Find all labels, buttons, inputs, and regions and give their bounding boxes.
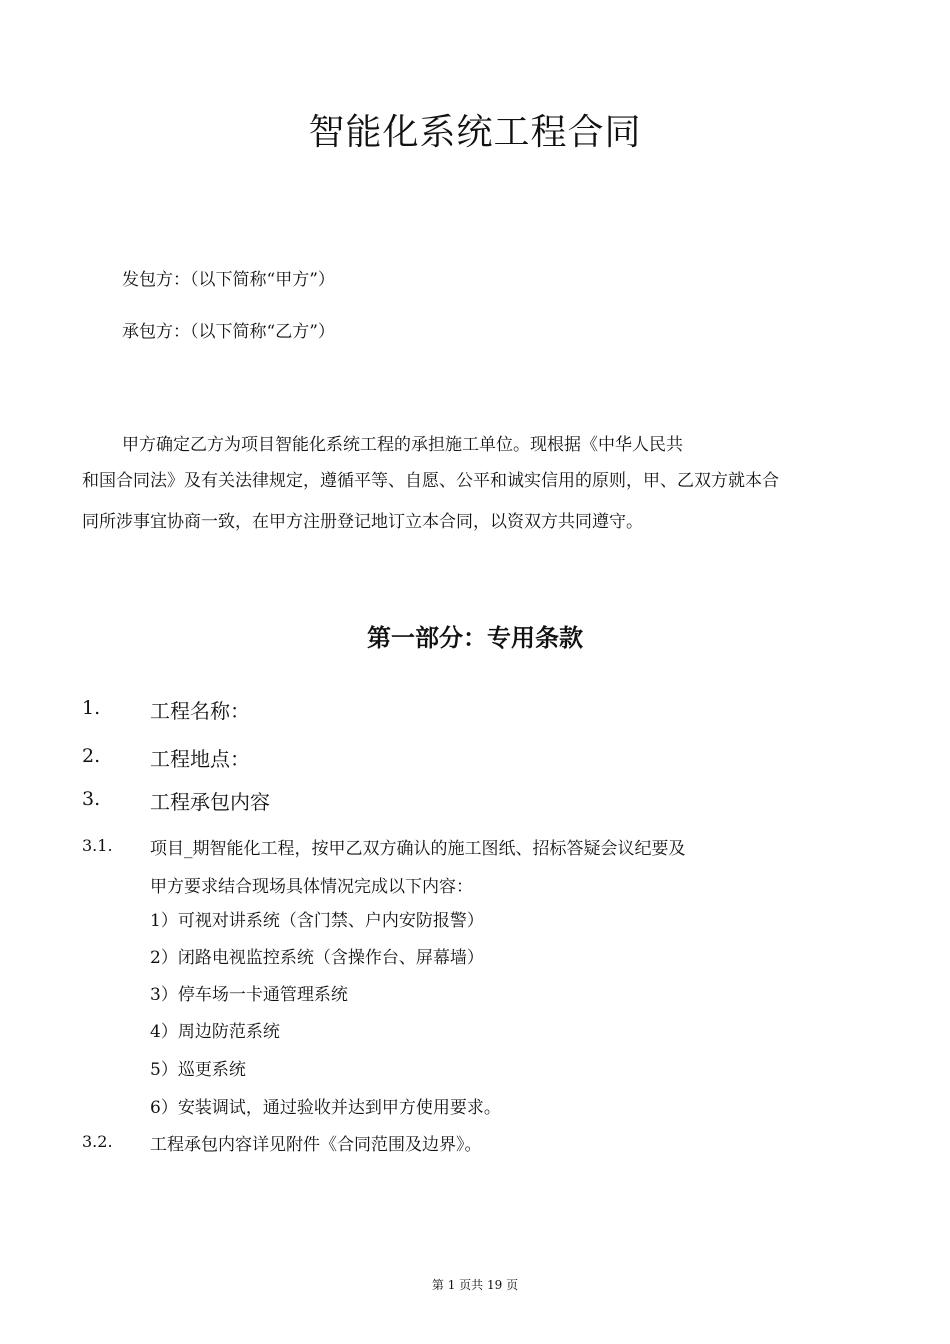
- item-number: 1.: [82, 697, 101, 719]
- item-number: 3.: [82, 788, 101, 810]
- list-item: 5）巡更系统: [150, 1060, 246, 1080]
- intro-line-3: 同所涉事宜协商一致，在甲方注册登记地订立本合同，以资双方共同遵守。: [82, 512, 643, 532]
- contractor-line: 承包方：（以下简称“乙方”）: [122, 322, 335, 342]
- list-item: 3）停车场一卡通管理系统: [150, 985, 348, 1005]
- subitem-3-2-text: 工程承包内容详见附件《合同范围及边界》。: [150, 1135, 482, 1155]
- subitem-number: 3.2.: [82, 1132, 113, 1151]
- page-footer: 第 1 页共 19 页: [431, 1278, 519, 1292]
- item-label-project-location: 工程地点：: [150, 747, 250, 771]
- part-title: 第一部分：专用条款: [367, 624, 583, 652]
- subitem-number: 3.1.: [82, 836, 113, 855]
- list-item: 4）周边防范系统: [150, 1022, 280, 1042]
- subitem-3-1-line-1: 项目_期智能化工程，按甲乙双方确认的施工图纸、招标答疑会议纪要及: [150, 839, 686, 859]
- employer-line: 发包方：（以下简称“甲方”）: [122, 270, 335, 290]
- intro-line-1: 甲方确定乙方为项目智能化系统工程的承担施工单位。现根据《中华人民共: [122, 435, 683, 455]
- item-label-scope: 工程承包内容: [150, 790, 270, 814]
- intro-line-2: 和国合同法》及有关法律规定，遵循平等、自愿、公平和诚实信用的原则，甲、乙双方就本合: [82, 471, 779, 491]
- document-title: 智能化系统工程合同: [308, 112, 642, 153]
- item-number: 2.: [82, 745, 101, 767]
- list-item: 1）可视对讲系统（含门禁、户内安防报警）: [150, 911, 484, 931]
- subitem-3-1-line-2: 甲方要求结合现场具体情况完成以下内容：: [150, 877, 473, 897]
- list-item: 2）闭路电视监控系统（含操作台、屏幕墙）: [150, 948, 484, 968]
- item-label-project-name: 工程名称：: [150, 699, 250, 723]
- list-item: 6）安装调试，通过验收并达到甲方使用要求。: [150, 1098, 501, 1118]
